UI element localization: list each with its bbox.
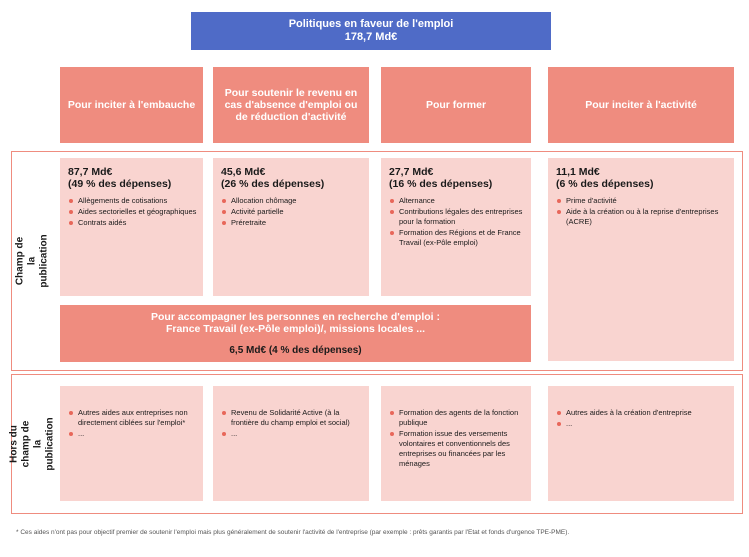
cell-percent: (16 % des dépenses) [389,178,493,190]
header-activite [548,67,734,143]
hors-cell-former [381,386,531,501]
accompagner-box [60,305,531,362]
list-item: Formation issue des versements volontaires et conventionnels des entreprises ou financées par les ménages [389,429,525,469]
list-item: Revenu de Solidarité Active (à la frontière du champ emploi et social) [221,408,363,428]
accompagner-amount: 6,5 Md€ (4 % des dépenses) [229,344,362,356]
list-item: ... [68,429,197,439]
list-item: Alternance [389,196,525,206]
list-item: Formation des Régions et de France Travail (ex-Pôle emploi) [389,228,525,248]
champ-cell-revenu [213,158,369,296]
cell-percent: (26 % des dépenses) [221,178,325,190]
cell-amount: 27,7 Md€ [389,166,434,178]
header-former-label: Pour former [425,99,487,111]
title-line1: Politiques en faveur de l'emploi [288,18,454,30]
list-item: Allègements de cotisations [68,196,197,206]
header-revenu-label: Pour soutenir le revenu en cas d'absence d'emploi ou de réduction d'activité [224,87,358,123]
list-item: Allocation chômage [221,196,363,206]
title-box [191,12,551,50]
cell-percent: (6 % des dépenses) [556,178,654,190]
list-item: Contributions légales des entreprises pour la formation [389,207,525,227]
list-item: Activité partielle [221,207,363,217]
title-amount: 178,7 Md€ [344,31,398,43]
hors-label [9,378,57,510]
list-item: Contrats aidés [68,218,197,228]
hors-label-text: Hors du champ de la publication [9,417,57,471]
header-embauche-label: Pour inciter à l'embauche [67,99,196,111]
list-item: Préretraite [221,218,363,228]
header-embauche [60,67,203,143]
list-item: Autres aides à la création d'entreprise [556,408,728,418]
champ-cell-embauche [60,158,203,296]
cell-amount: 11,1 Md€ [556,166,600,178]
accompagner-line1: Pour accompagner les personnes en recherche d'emploi : [150,310,440,323]
hors-cell-revenu [213,386,369,501]
list-item: Aides sectorielles et géographiques [68,207,197,217]
hors-cell-embauche [60,386,203,501]
hors-cell-activite [548,386,734,501]
champ-label [13,155,53,367]
champ-cell-former [381,158,531,296]
list-item: Prime d'activité [556,196,728,206]
accompagner-line2: France Travail (ex-Pôle emploi)/, missions locales ... [165,322,426,335]
header-activite-label: Pour inciter à l'activité [585,99,697,111]
header-revenu [213,67,369,143]
cell-amount: 87,7 Md€ [68,166,113,178]
list-item: ... [221,429,363,439]
champ-cell-activite [548,158,734,361]
list-item: Formation des agents de la fonction publique [389,408,525,428]
list-item: Autres aides aux entreprises non directement ciblées sur l'emploi* [68,408,197,428]
header-former [381,67,531,143]
footnote: * Ces aides n'ont pas pour objectif premier de soutenir l'emploi mais plus généralement de soutenir l'activité de l'entreprise (par exemple : prêts garantis par l'Etat et fonds d'urgence TPE-PME). [16,529,570,536]
cell-amount: 45,6 Md€ [221,166,266,178]
champ-label-text: Champ de la publication [15,234,51,288]
cell-percent: (49 % des dépenses) [68,178,172,190]
list-item: ... [556,419,728,429]
list-item: Aide à la création ou à la reprise d'entreprises (ACRE) [556,207,728,227]
